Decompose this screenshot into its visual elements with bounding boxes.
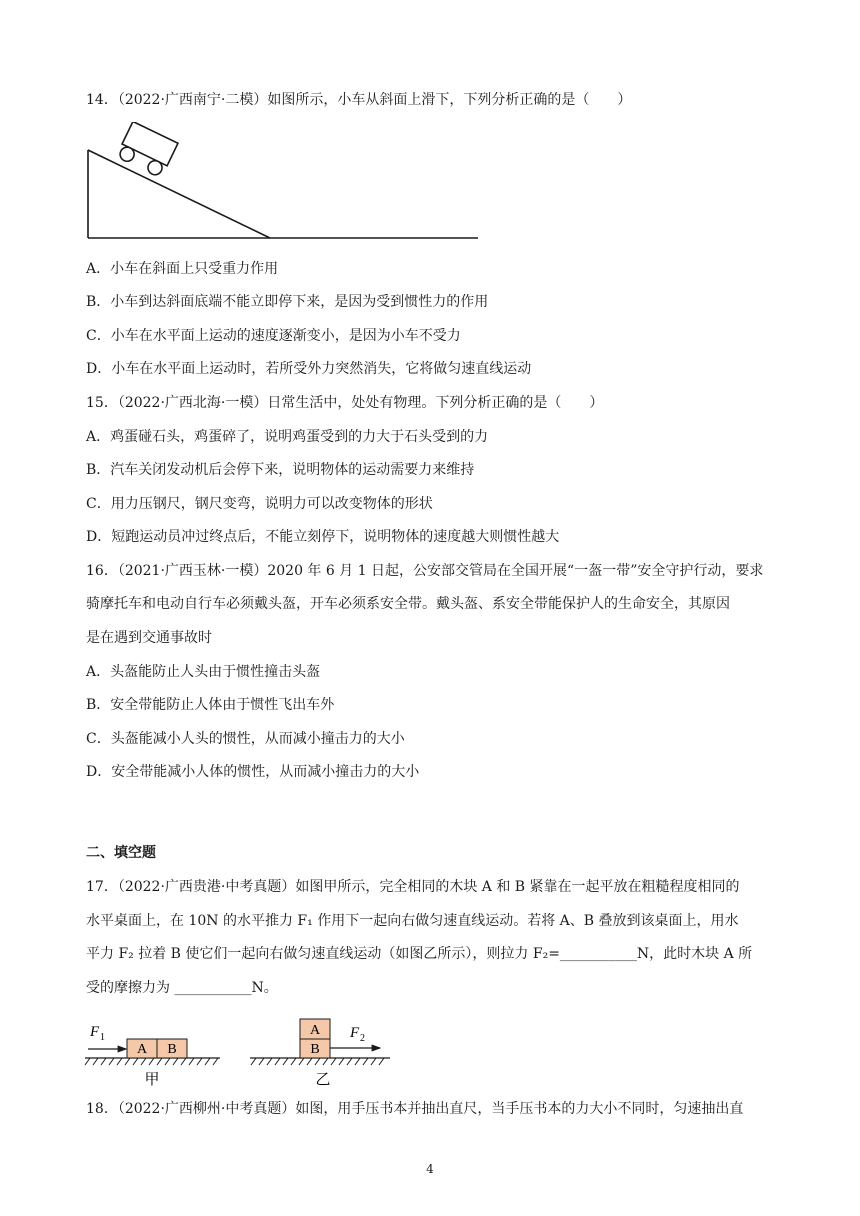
figure-yi (250, 1019, 390, 1088)
q16-option-d: D．安全带能减小人体的惯性，从而减小撞击力的大小 (86, 764, 420, 780)
force-label-f1: F (90, 1024, 100, 1040)
section-title-fill-in: 二、填空题 (86, 845, 156, 861)
caption-yi: 乙 (315, 1072, 331, 1088)
q16-option-b: B．安全带能防止人体由于惯性飞出车外 (86, 697, 335, 713)
figure-jia (85, 1024, 220, 1088)
block-a-left-label: A (136, 1042, 148, 1057)
block-b-right-label: B (310, 1042, 320, 1057)
q15-option-a: A．鸡蛋碰石头，鸡蛋碎了，说明鸡蛋受到的力大于石头受到的力 (86, 429, 489, 445)
q17-blocks-figure (80, 1012, 410, 1094)
q15-option-d: D．短跑运动员冲过终点后，不能立刻停下，说明物体的速度越大则惯性越大 (86, 529, 560, 545)
incline-slope (88, 150, 270, 238)
q15-option-c: C．用力压钢尺，钢尺变弯，说明力可以改变物体的形状 (86, 496, 433, 512)
q16-stem-line-3: 是在遇到交通事故时 (86, 630, 212, 646)
q15-option-b: B．汽车关闭发动机后会停下来，说明物体的运动需要力来维持 (86, 462, 475, 478)
q17-line-3: 平力 F₂ 拉着 B 使它们一起向右做匀速直线运动（如图乙所示），则拉力 F₂=___________N，此时木块 A 所 (86, 946, 753, 962)
block-a-right-label: A (309, 1023, 321, 1038)
block-b-left-label: B (167, 1042, 177, 1057)
q17-line-2: 水平桌面上，在 10N 的水平推力 F₁ 作用下一起向右做匀速直线运动。若将 A、B 叠放到该桌面上，用水 (86, 913, 739, 929)
hatching-left (85, 1058, 218, 1065)
q18-line-1: 18．（2022·广西柳州·中考真题）如图，用手压书本并抽出直尺，当手压书本的力大小不同时，匀速抽出直 (86, 1101, 744, 1117)
q14-incline-figure (80, 122, 490, 248)
force-label-f2: F (350, 1025, 360, 1041)
q16-option-c: C．头盔能减小人头的惯性，从而减小撞击力的大小 (86, 731, 405, 747)
q14-option-d: D．小车在水平面上运动时，若所受外力突然消失，它将做匀速直线运动 (86, 361, 532, 377)
q17-line-4: 受的摩擦力为 ___________N。 (86, 980, 278, 996)
q16-option-a: A．头盔能防止人头由于惯性撞击头盔 (86, 664, 321, 680)
hatching-right (251, 1058, 384, 1065)
q17-line-1: 17．（2022·广西贵港·中考真题）如图甲所示，完全相同的木块 A 和 B 紧靠在一起平放在粗糙程度相同的 (86, 879, 740, 895)
caption-jia: 甲 (144, 1072, 160, 1088)
cart-icon (116, 122, 178, 178)
page-number: 4 (426, 1162, 434, 1176)
q16-stem-line-2: 骑摩托车和电动自行车必须戴头盔，开车必须系安全带。戴头盔、系安全带能保护人的生命安全，其原因 (86, 596, 730, 612)
q14-option-b: B．小车到达斜面底端不能立即停下来，是因为受到惯性力的作用 (86, 294, 489, 310)
q15-stem: 15．（2022·广西北海·一模）日常生活中，处处有物理。下列分析正确的是（ ） (86, 395, 604, 411)
q14-option-c: C．小车在水平面上运动的速度逐渐变小，是因为小车不受力 (86, 328, 461, 344)
force-sub-f1: 1 (100, 1032, 105, 1043)
q16-stem-line-1: 16．（2021·广西玉林·一模）2020 年 6 月 1 日起，公安部交管局在全国开展“一盔一带”安全守护行动，要求 (86, 563, 764, 579)
force-sub-f2: 2 (360, 1033, 365, 1044)
q14-option-a: A．小车在斜面上只受重力作用 (86, 261, 279, 277)
q14-stem: 14．（2022·广西南宁·二模）如图所示，小车从斜面上滑下，下列分析正确的是（ ） (86, 92, 632, 108)
